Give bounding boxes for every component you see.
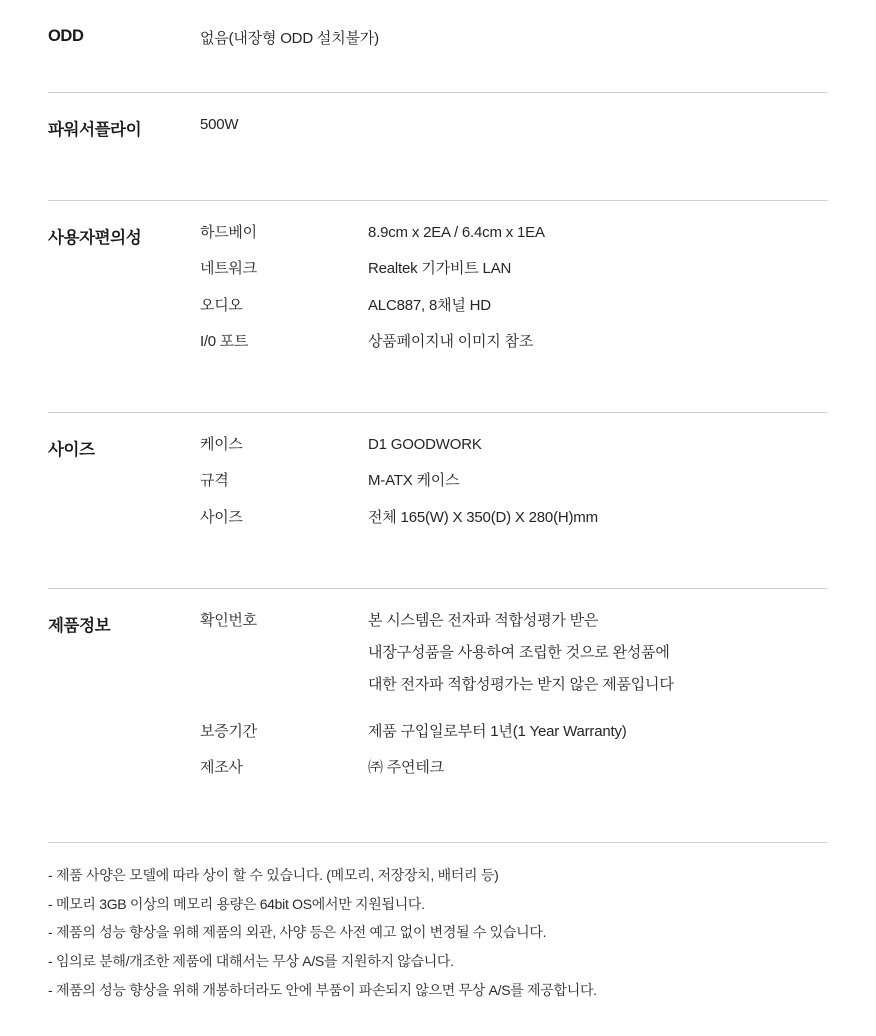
row-label-io-port: I/0 포트 [200, 332, 249, 350]
row-label-form-factor: 규격 [200, 472, 229, 490]
spacer [48, 800, 828, 838]
spec-row [200, 611, 828, 696]
section-value-power-supply: 500W [200, 116, 239, 133]
spec-row [200, 722, 828, 742]
row-label-network: 네트워크 [200, 260, 257, 278]
spec-row [200, 259, 828, 279]
row-value-audio: ALC887, 8채널 HD [368, 296, 491, 314]
spacer [48, 162, 828, 200]
certification-line-2: 내장구성품을 사용하여 조립한 것으로 완성품에 [368, 644, 670, 661]
section-title-size: 사이즈 [48, 441, 95, 459]
row-label-dimensions: 사이즈 [200, 508, 243, 526]
section-title-power-supply: 파워서플라이 [48, 121, 142, 139]
spec-row [200, 435, 828, 455]
spec-row [200, 758, 828, 778]
certification-line-3: 대한 전자파 적합성평가는 받지 않은 제품입니다 [368, 676, 674, 694]
row-value-warranty: 제품 구입일로부터 1년(1 Year Warranty) [368, 722, 627, 740]
certification-line-1: 본 시스템은 전자파 적합성평가 받은 [368, 611, 599, 629]
footnote-line: - 메모리 3GB 이상의 메모리 용량은 64bit OS에서만 지원됩니다. [48, 895, 425, 912]
row-value-network: Realtek 기가비트 LAN [368, 260, 512, 278]
spec-section-size [48, 412, 828, 550]
footnote-line: - 제품의 성능 향상을 위해 개봉하더라도 안에 부품이 파손되지 않으면 무상 A/S를 제공합니다. [48, 981, 597, 998]
spec-row [200, 508, 828, 528]
footnote-line: - 제품 사양은 모델에 따라 상이 할 수 있습니다. (메모리, 저장장치, 배터리 등) [48, 867, 499, 883]
section-rows-usability [200, 223, 828, 352]
section-rows-product-info [200, 611, 828, 778]
row-value-case: D1 GOODWORK [368, 436, 482, 453]
row-value-certification-number [368, 611, 828, 696]
row-value-manufacturer: ㈜ 주연테크 [368, 758, 444, 776]
row-label-certification-number: 확인번호 [200, 611, 257, 629]
row-label-warranty: 보증기간 [200, 722, 257, 740]
footnotes [48, 842, 828, 1001]
row-label-manufacturer: 제조사 [200, 758, 243, 776]
spec-row [200, 471, 828, 491]
row-label-harddrive-bay: 하드베이 [200, 224, 257, 241]
row-value-harddrive-bay: 8.9cm x 2EA / 6.4cm x 1EA [368, 224, 545, 241]
footnote-line: - 임의로 분해/개조한 제품에 대해서는 무상 A/S를 지원하지 않습니다. [48, 953, 454, 970]
spec-section-usability [48, 200, 828, 374]
section-title-odd: ODD [48, 27, 84, 45]
spec-row [200, 296, 828, 316]
row-value-dimensions: 전체 165(W) X 350(D) X 280(H)mm [368, 508, 598, 526]
spec-section-odd [48, 0, 828, 70]
spec-section-product-info [48, 588, 828, 800]
footnote-line: - 제품의 성능 향상을 위해 제품의 외관, 사양 등은 사전 예고 없이 변경될 수 있습니다. [48, 924, 547, 941]
row-value-form-factor: M-ATX 케이스 [368, 472, 460, 490]
spec-row [200, 332, 828, 352]
row-label-audio: 오디오 [200, 296, 243, 314]
section-title-product-info: 제품정보 [48, 616, 111, 635]
spec-section-power-supply [48, 92, 828, 162]
section-title-usability: 사용자편의성 [48, 229, 142, 247]
spacer [48, 70, 828, 92]
row-label-case: 케이스 [200, 436, 243, 453]
section-value-odd: 없음(내장형 ODD 설치불가) [200, 30, 379, 47]
spec-row [200, 223, 828, 243]
section-rows-size [200, 435, 828, 528]
spacer [48, 550, 828, 588]
spacer [48, 374, 828, 412]
row-value-io-port: 상품페이지내 이미지 참조 [368, 332, 534, 350]
